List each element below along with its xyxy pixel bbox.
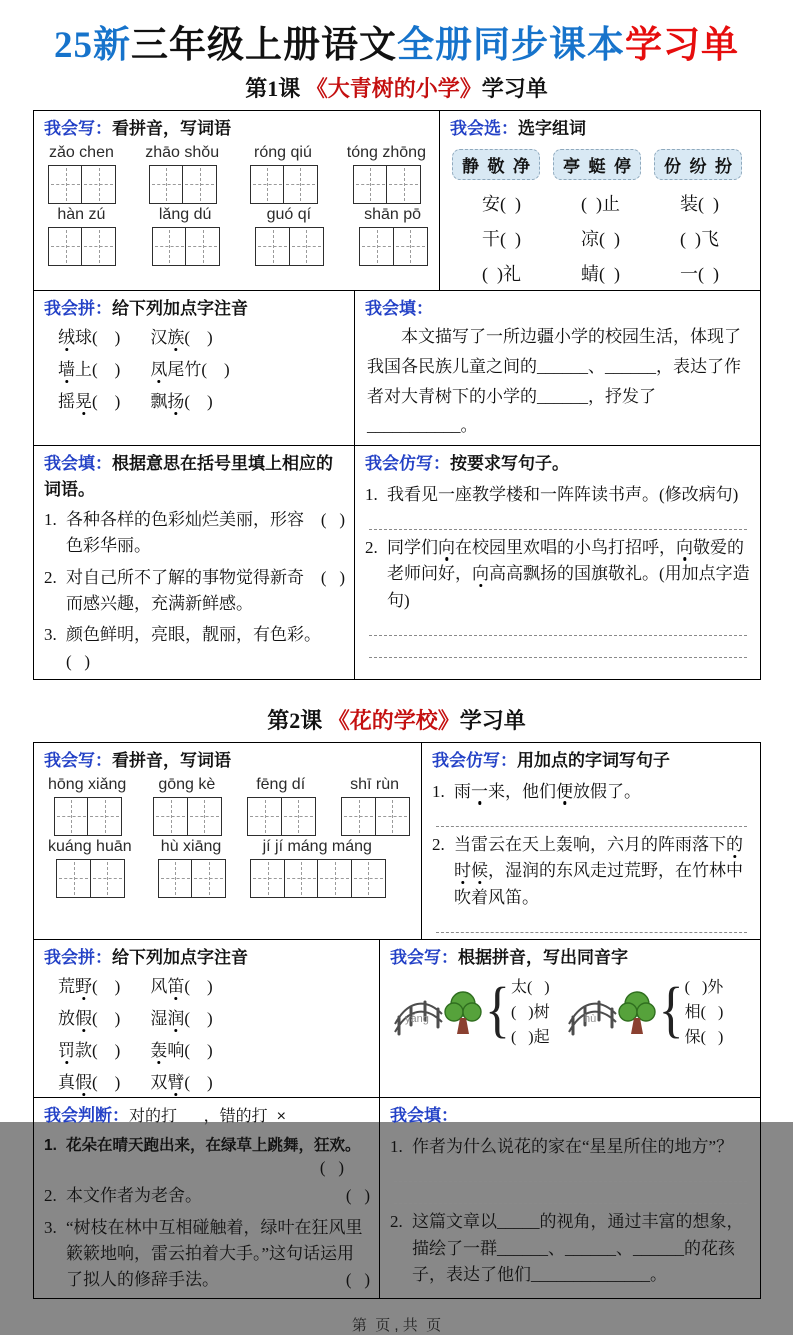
word-blank: 蜻( ) bbox=[581, 263, 620, 284]
writing-grid bbox=[153, 797, 220, 836]
lesson1-number: 第1课 bbox=[245, 76, 306, 101]
section-wohuipanduan bbox=[34, 1098, 379, 1297]
section-header bbox=[365, 451, 751, 477]
answer-line bbox=[436, 919, 747, 933]
homophone-blank: 保( ) bbox=[684, 1029, 724, 1047]
phonetic-item: 轰响( ) bbox=[150, 1041, 213, 1061]
section-wohuixie-1 bbox=[34, 111, 439, 290]
section-desc: 给下列加点字注音 bbox=[112, 947, 248, 967]
writing-grid bbox=[255, 227, 322, 266]
colon: ： bbox=[441, 1106, 458, 1126]
answer-line bbox=[436, 813, 747, 827]
writing-grid bbox=[54, 797, 121, 836]
section-wohuitian-2 bbox=[34, 446, 354, 679]
section-label: 我会写 bbox=[44, 119, 95, 138]
title-part-4: 学习单 bbox=[625, 25, 739, 66]
choice-pill: 份 纷 扮 bbox=[654, 149, 742, 180]
item-number: 2. bbox=[432, 834, 445, 854]
title-part-1: 25新 bbox=[54, 25, 131, 66]
lesson1-book-title: 《大青树的小学》 bbox=[305, 76, 482, 101]
section-label: 我会拼 bbox=[44, 298, 95, 318]
pinyin-label: kuáng huān bbox=[48, 837, 132, 855]
pinyin-label: guó qí bbox=[266, 205, 312, 223]
colon: ： bbox=[500, 751, 517, 771]
colon: ： bbox=[112, 1106, 129, 1126]
pinyin-word bbox=[247, 776, 314, 836]
phonetic-item: 真假( ) bbox=[58, 1073, 121, 1093]
section-label: 我会填 bbox=[390, 1106, 441, 1126]
pinyin-word bbox=[250, 144, 317, 204]
pinyin-word bbox=[255, 206, 322, 266]
homophone-blank: 太( ) bbox=[510, 979, 550, 997]
pinyin-word bbox=[48, 776, 126, 836]
homophone-blank: ( )起 bbox=[510, 1029, 550, 1047]
choice-pill: 亭 蜓 停 bbox=[553, 149, 641, 180]
colon: ： bbox=[501, 119, 518, 138]
section-wohuipin-2 bbox=[34, 940, 379, 1098]
choice-pill: 静 敬 净 bbox=[452, 149, 540, 180]
word-blank: 装( ) bbox=[680, 193, 719, 214]
section-label: 我会仿写 bbox=[432, 751, 500, 771]
lesson1-row3 bbox=[34, 445, 760, 679]
writing-grid bbox=[359, 227, 426, 266]
section-desc: 选字组词 bbox=[518, 119, 586, 138]
homophone-blank: ( )树 bbox=[510, 1004, 550, 1022]
word-blank-grid bbox=[450, 186, 751, 286]
section-header bbox=[44, 748, 412, 774]
item-number: 2. bbox=[365, 537, 378, 557]
colon: ： bbox=[95, 298, 112, 318]
sentence-text: 我看见一座教学楼和一阵阵读书声。(修改病句) bbox=[387, 484, 739, 504]
section-desc: 根据意思在括号里填上相应的词语。 bbox=[44, 454, 333, 499]
lesson1-heading-tail: 学习单 bbox=[481, 76, 548, 101]
pinyin-label: tóng zhōng bbox=[346, 143, 426, 161]
section-wohuitian-3 bbox=[379, 1098, 760, 1297]
pinyin-word bbox=[250, 838, 384, 898]
phonetic-col bbox=[58, 323, 120, 412]
answer-line bbox=[369, 644, 747, 658]
pinyin-word bbox=[48, 206, 115, 266]
pinyin-word bbox=[347, 144, 426, 204]
homophone-blank: ( )外 bbox=[684, 979, 724, 997]
word-blank: ( )飞 bbox=[680, 228, 719, 249]
section-label: 我会写 bbox=[44, 751, 95, 771]
homophone-blank: 相( ) bbox=[684, 1004, 724, 1022]
phonetic-item: 荒野( ) bbox=[58, 977, 121, 997]
question-text: 这篇文章以_____的视角，通过丰富的想象，描绘了一群______、______、______的花孩子，表达了他们______________。 bbox=[412, 1212, 744, 1284]
lesson2-row2 bbox=[34, 939, 760, 1098]
section-header bbox=[432, 748, 751, 774]
pinyin-word bbox=[153, 776, 220, 836]
pinyin-word bbox=[48, 838, 132, 898]
lesson2-row1 bbox=[34, 743, 760, 939]
item-number: 2. bbox=[44, 567, 57, 587]
pinyin-word bbox=[359, 206, 426, 266]
definition-item bbox=[44, 507, 345, 560]
pinyin-label: jí jí máng máng bbox=[262, 837, 372, 855]
lesson1-table bbox=[33, 110, 761, 680]
item-text bbox=[66, 1215, 370, 1294]
homophone-group bbox=[566, 974, 724, 1047]
section-desc: 给下列加点字注音 bbox=[112, 298, 248, 318]
judge-item bbox=[44, 1134, 370, 1158]
lesson1-row1 bbox=[34, 111, 760, 290]
phonetic-item: 风笛( ) bbox=[150, 977, 213, 997]
pinyin-word bbox=[152, 206, 219, 266]
lesson1-row2 bbox=[34, 290, 760, 446]
sentence-text: 雨一来，他们便放假了。 bbox=[454, 781, 641, 801]
colon: ： bbox=[95, 454, 112, 473]
writing-grid bbox=[149, 165, 216, 204]
section-header bbox=[44, 945, 370, 971]
colon: ： bbox=[433, 454, 450, 473]
pinyin-label: róng qiú bbox=[254, 143, 312, 161]
pinyin-label: hù xiāng bbox=[160, 837, 222, 855]
word-blank: 凉( ) bbox=[581, 228, 620, 249]
pinyin-label: shī rùn bbox=[350, 775, 400, 793]
item-text bbox=[66, 565, 345, 618]
brace: { bbox=[485, 976, 510, 1045]
sentence-item bbox=[432, 779, 751, 805]
item-number: 1. bbox=[365, 484, 378, 504]
writing-grid bbox=[48, 165, 115, 204]
item-number: 2. bbox=[44, 1186, 57, 1206]
section-desc: 看拼音，写词语 bbox=[112, 751, 231, 771]
definition-text: 对自己所不了解的事物觉得新奇而感兴趣，充满新鲜感。 bbox=[66, 567, 304, 614]
pinyin-grid-row bbox=[44, 204, 430, 266]
writing-grid bbox=[341, 797, 408, 836]
pinyin-label: fēng dí bbox=[256, 775, 306, 793]
section-wohuitian-1 bbox=[354, 291, 760, 446]
phonetic-item: 摇晃( ) bbox=[58, 392, 121, 411]
page-title bbox=[0, 0, 793, 68]
item-text bbox=[66, 1183, 370, 1209]
lesson2-heading-tail: 学习单 bbox=[459, 708, 526, 734]
section-tongyinzi bbox=[379, 940, 760, 1098]
phonetic-item: 凤尾竹( ) bbox=[150, 360, 230, 379]
lesson2-table bbox=[33, 742, 761, 1299]
definition-text: 颜色鲜明，亮眼，靓丽，有色彩。 bbox=[66, 625, 321, 645]
section-label: 我会判断 bbox=[44, 1106, 112, 1126]
judge-text: 本文作者为老舍。 bbox=[66, 1186, 202, 1206]
title-part-2: 三年级上册语文 bbox=[131, 25, 397, 66]
question-item bbox=[390, 1209, 751, 1288]
section-desc: 根据拼音，写出同音字 bbox=[458, 947, 628, 967]
page-footer: 第 页 , 共 页 bbox=[351, 1316, 442, 1334]
lesson1-heading bbox=[0, 72, 793, 103]
pinyin-grid-row bbox=[44, 836, 412, 898]
phonetic-col bbox=[58, 972, 120, 1093]
section-header bbox=[44, 451, 345, 502]
answer-line bbox=[369, 622, 747, 636]
section-label: 我会拼 bbox=[44, 947, 95, 967]
section-label: 我会填 bbox=[365, 298, 416, 318]
word-blank: 安( ) bbox=[482, 193, 521, 214]
lesson2-row3 bbox=[34, 1097, 760, 1297]
judge-text: 花朵在晴天跑出来，在绿草上跳舞，狂欢。 bbox=[66, 1137, 361, 1155]
definition-text: 各种各样的色彩灿烂美丽，形容色彩华丽。 bbox=[66, 510, 304, 556]
colon: ： bbox=[441, 947, 458, 967]
section-header bbox=[390, 945, 751, 971]
phonetic-item: 放假( ) bbox=[58, 1009, 121, 1029]
phonetic-item: 湿润( ) bbox=[150, 1009, 213, 1029]
phonetic-item: 飘扬( ) bbox=[150, 392, 213, 411]
colon: ： bbox=[416, 298, 433, 318]
judge-item bbox=[44, 1215, 370, 1294]
question-item bbox=[390, 1134, 751, 1160]
writing-grid bbox=[247, 797, 314, 836]
pinyin-grid-row bbox=[44, 142, 430, 204]
answer-paren: ( ) bbox=[319, 1158, 344, 1178]
item-number: 1. bbox=[432, 781, 445, 801]
item-number: 1. bbox=[44, 1137, 57, 1155]
item-number: 1. bbox=[44, 510, 57, 529]
section-header bbox=[44, 116, 430, 142]
pinyin-word bbox=[145, 144, 219, 204]
phonetic-item: 墙上( ) bbox=[58, 360, 121, 379]
section-label: 我会仿写 bbox=[365, 454, 433, 473]
phonetic-item: 罚款( ) bbox=[58, 1041, 121, 1061]
lesson2-heading bbox=[0, 704, 793, 735]
section-header bbox=[44, 296, 345, 322]
answer-paren: ( ) bbox=[345, 1186, 370, 1206]
definition-item bbox=[44, 565, 345, 618]
brace: { bbox=[658, 976, 684, 1045]
word-blank: ( )礼 bbox=[482, 263, 521, 284]
item-number: 3. bbox=[44, 625, 57, 645]
section-wohuifangxie-1 bbox=[354, 446, 760, 679]
answer-line bbox=[394, 1168, 747, 1182]
section-wohuipin-1 bbox=[34, 291, 354, 446]
writing-grid bbox=[250, 165, 317, 204]
answer-paren: ( ) bbox=[345, 1270, 370, 1290]
item-number: 2. bbox=[390, 1212, 403, 1232]
pinyin-word bbox=[158, 838, 225, 898]
definition-item bbox=[44, 622, 345, 675]
title-part-3: 全册同步课本 bbox=[397, 25, 625, 66]
word-blank: 一( ) bbox=[680, 263, 719, 284]
colon: ： bbox=[95, 947, 112, 967]
homophone-blanks bbox=[685, 974, 724, 1047]
item-text bbox=[66, 622, 345, 675]
section-wohuifangxie-2 bbox=[421, 743, 760, 939]
sentence-item bbox=[365, 482, 751, 508]
phonetic-list bbox=[44, 970, 370, 1093]
pinyin-label: zǎo chen bbox=[48, 143, 114, 161]
word-blank: 干( ) bbox=[482, 228, 521, 249]
pinyin-label: lǎng dú bbox=[158, 205, 212, 223]
section-header bbox=[450, 116, 751, 142]
sentence-item bbox=[432, 832, 751, 911]
writing-grid bbox=[48, 227, 115, 266]
section-desc: 按要求写句子。 bbox=[450, 454, 569, 473]
section-desc: 看拼音，写词语 bbox=[112, 119, 231, 138]
homophone-group bbox=[392, 974, 550, 1047]
phonetic-item: 绒球( ) bbox=[58, 328, 121, 347]
item-number: 3. bbox=[44, 1217, 57, 1237]
phonetic-list bbox=[44, 321, 345, 412]
answer-paren: ( ) bbox=[66, 651, 91, 671]
homophone-blanks bbox=[511, 974, 550, 1047]
answer-paren: ( ) bbox=[320, 567, 345, 587]
colon: ： bbox=[95, 751, 112, 771]
answer-line bbox=[369, 516, 747, 530]
section-header bbox=[365, 296, 751, 322]
homophone-pinyin: hù bbox=[583, 1012, 596, 1025]
pinyin-grid-row bbox=[44, 774, 412, 836]
sentence-text: 同学们向在校园里欢唱的小鸟打招呼，向敬爱的老师问好，向高高飘扬的国旗敬礼。(用加点字造句) bbox=[387, 537, 750, 610]
phonetic-col bbox=[150, 972, 212, 1093]
pinyin-word bbox=[341, 776, 408, 836]
pinyin-word bbox=[48, 144, 115, 204]
homophone-pinyin: yáng bbox=[405, 1012, 429, 1025]
section-label: 我会写 bbox=[390, 947, 441, 967]
lesson2-number: 第2课 bbox=[267, 708, 328, 734]
sentence-item bbox=[365, 535, 751, 614]
writing-grid bbox=[250, 859, 384, 898]
section-wohuixuan bbox=[439, 111, 760, 290]
pinyin-label: shān pō bbox=[364, 205, 422, 223]
item-number: 1. bbox=[390, 1136, 403, 1156]
answer-line bbox=[394, 1190, 747, 1204]
lesson2-book-title: 《花的学校》 bbox=[327, 708, 460, 734]
writing-grid bbox=[158, 859, 225, 898]
writing-grid bbox=[152, 227, 219, 266]
pinyin-label: hōng xiǎng bbox=[48, 775, 127, 793]
pinyin-label: gōng kè bbox=[158, 775, 216, 793]
section-header bbox=[44, 1103, 370, 1129]
homophone-groups bbox=[390, 970, 751, 1047]
colon: ： bbox=[95, 119, 112, 138]
answer-paren: ( ) bbox=[320, 510, 345, 529]
choice-pills bbox=[452, 149, 749, 180]
writing-grid bbox=[56, 859, 123, 898]
section-label: 我会填 bbox=[44, 454, 95, 473]
fill-blank-paragraph: 本文描写了一所边疆小学的校园生活，体现了我国各民族儿童之间的______、______，表达了作者对大青树下的小学的______，抒发了___________。 bbox=[367, 327, 741, 436]
item-text bbox=[66, 507, 345, 560]
judge-text: “树枝在林中互相碰触着，绿叶在狂风里簌簌地响，雷云拍着大手。”这句话运用了拟人的修辞手法。 bbox=[66, 1217, 363, 1290]
section-desc: 对的打 ，错的打 × bbox=[129, 1108, 286, 1126]
phonetic-item: 双臂( ) bbox=[150, 1073, 213, 1093]
fence-tree-illustration bbox=[392, 984, 484, 1038]
fence-tree-illustration bbox=[566, 984, 658, 1038]
pinyin-label: zhāo shǒu bbox=[145, 143, 220, 161]
sentence-text: 当雷云在天上轰响，六月的阵雨落下的时候，湿润的东风走过荒野，在竹林中吹着风笛。 bbox=[454, 834, 743, 907]
section-desc: 用加点的字词写句子 bbox=[517, 751, 670, 771]
section-label: 我会选 bbox=[450, 119, 501, 138]
question-text: 作者为什么说花的家在“星星所住的地方”？ bbox=[412, 1136, 734, 1156]
section-wohuixie-2 bbox=[34, 743, 421, 939]
phonetic-col bbox=[150, 323, 229, 412]
word-blank: ( )止 bbox=[581, 193, 620, 214]
writing-grid bbox=[353, 165, 420, 204]
phonetic-item: 汉族( ) bbox=[150, 328, 213, 347]
judge-item bbox=[44, 1183, 370, 1209]
pinyin-label: hàn zú bbox=[57, 205, 106, 223]
section-header bbox=[390, 1103, 751, 1129]
